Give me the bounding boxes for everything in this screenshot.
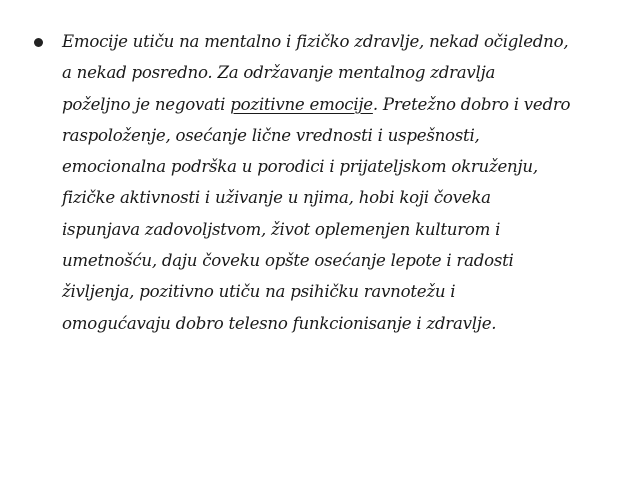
paragraph-text: poželjno je negovati	[62, 94, 231, 114]
paragraph-line: raspoloženje, osećanje lične vrednosti i uspešnosti,	[62, 125, 480, 145]
bullet-paragraph	[62, 26, 614, 339]
paragraph-line: umetnošću, daju čoveku opšte osećanje lepote i radosti	[62, 251, 514, 271]
paragraph-line: omogućavaju dobro telesno funkcionisanje i zdravlje.	[62, 313, 497, 333]
paragraph-line: fizičke aktivnosti i uživanje u njima, hobi koji čoveka	[62, 188, 491, 208]
paragraph-line: a nekad posredno. Za održavanje mentalnog zdravlja	[62, 63, 496, 83]
paragraph-line: ispunjava zadovoljstvom, život oplemenjen kulturom i	[62, 219, 501, 239]
paragraph-line	[62, 89, 614, 120]
paragraph-line: emocionalna podrška u porodici i prijateljskom okruženju,	[62, 157, 538, 177]
paragraph-line: Emocije utiču na mentalno i fizičko zdravlje, nekad očigledno,	[62, 32, 569, 51]
pozitivne-emocije-link[interactable]: pozitivne emocije	[230, 94, 373, 114]
bullet-dot-icon	[34, 38, 43, 47]
paragraph-text: . Pretežno dobro i vedro	[372, 94, 571, 114]
paragraph-line: življenja, pozitivno utiču na psihičku ravnotežu i	[62, 282, 456, 302]
